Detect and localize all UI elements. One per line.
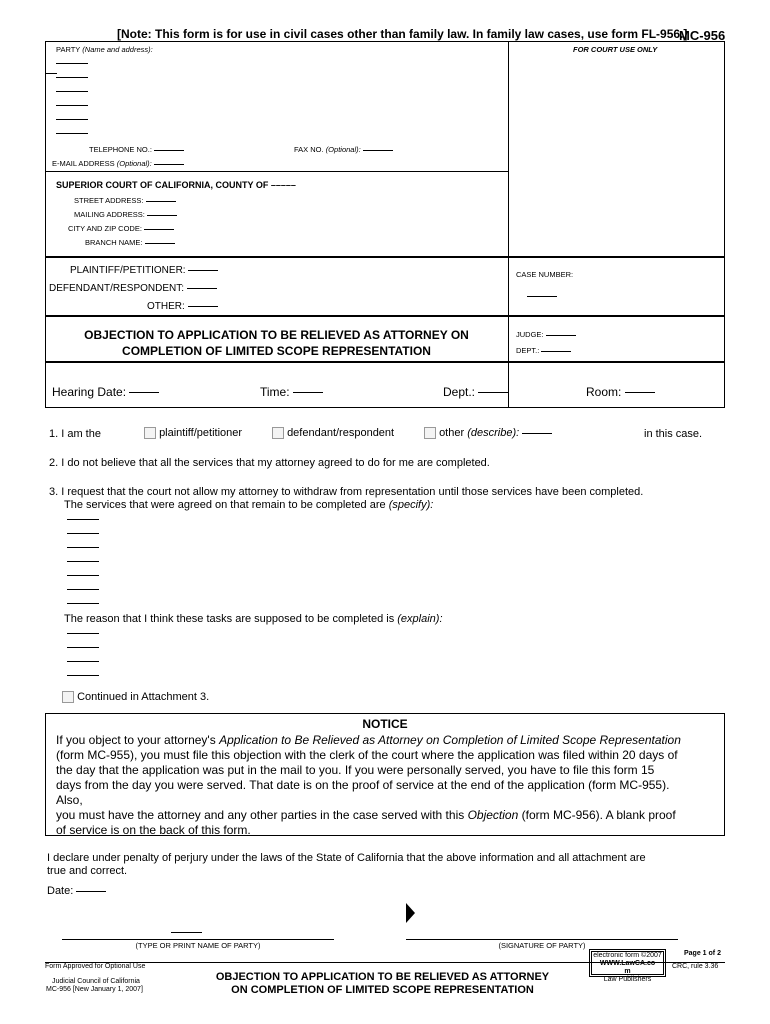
case-number-field[interactable] <box>527 288 557 306</box>
arrow-icon <box>406 903 415 923</box>
plaintiff-checkbox[interactable] <box>144 427 242 439</box>
party-label: PARTY (Name and address): <box>56 45 153 54</box>
footer-revision: MC-956 [New January 1, 2007] <box>46 986 143 993</box>
hearing-time-field[interactable]: Time: <box>260 385 323 399</box>
hearing-room-field[interactable]: Room: <box>586 385 655 399</box>
item2-text: 2. I do not believe that all the services that my attorney agreed to do for me are completed. <box>49 457 490 469</box>
notice-title: NOTICE <box>362 717 408 731</box>
plaintiff-field[interactable]: PLAINTIFF/PETITIONER: <box>70 265 218 276</box>
city-zip-field[interactable]: CITY AND ZIP CODE: <box>68 224 174 233</box>
footer-council: Judicial Council of California <box>52 978 140 985</box>
item3-line2: The services that were agreed on that remain to be completed are (specify): <box>64 499 434 511</box>
other-checkbox[interactable]: other (describe): <box>424 427 552 439</box>
footer-approved: Form Approved for Optional Use <box>45 963 146 970</box>
law-publishers: Law Publishers <box>603 976 652 983</box>
item3-line1: 3. I request that the court not allow my attorney to withdraw from representation until those services have been completed. <box>49 486 644 498</box>
notice-body: If you object to your attorney's Application to Be Relieved as Attorney on Completion of Limited Scope Representation (form MC-955), you must file this objection with the clerk of the court where the application was filed within 20 days of the day that the application was put in the mail to you. If you were personally served, you have to file this form 15 days from the day you were served. That date is on the proof of service at the end of the application (form MC-955). Also, you must have the attorney and any other parties in the case served with this Objection (form MC-956). A blank proof of service is on the back of this form. <box>56 733 681 837</box>
page-number: Page 1 of 2 <box>684 950 721 957</box>
telephone-field[interactable]: TELEPHONE NO.: <box>89 145 184 154</box>
form-number: MC-956 <box>679 28 726 43</box>
party-address-lines[interactable] <box>56 63 88 134</box>
branch-name-field[interactable]: BRANCH NAME: <box>85 238 175 247</box>
hearing-dept-field[interactable]: Dept.: <box>443 385 508 399</box>
footer-title: OBJECTION TO APPLICATION TO BE RELIEVED AS ATTORNEY ON COMPLETION OF LIMITED SCOPE REPRESENTATION <box>215 971 550 996</box>
header-note: [Note: This form is for use in civil cases other than family law. In family law cases, use form FL-956.] <box>117 27 688 41</box>
defendant-checkbox[interactable] <box>272 427 394 439</box>
item3-reason: The reason that I think these tasks are supposed to be completed is (explain): <box>64 613 443 625</box>
street-address-field[interactable]: STREET ADDRESS: <box>74 196 176 205</box>
defendant-checkbox-label: defendant/respondent <box>287 427 395 439</box>
dept-field[interactable]: DEPT.: <box>516 346 571 355</box>
reason-lines[interactable] <box>67 633 99 676</box>
signature-caption: (SIGNATURE OF PARTY) <box>498 941 586 950</box>
case-number-label: CASE NUMBER: <box>516 270 574 279</box>
other-field[interactable]: OTHER: <box>147 301 218 312</box>
declaration: I declare under penalty of perjury under the laws of the State of California that the above information and all attachment are true and correct. <box>47 852 646 877</box>
type-name-caption: (TYPE OR PRINT NAME OF PARTY) <box>135 941 261 950</box>
crc-rule: CRC, rule 3.36 <box>672 963 719 970</box>
continued-checkbox[interactable] <box>62 691 209 703</box>
electronic-form-stamp: electronic form ©2007 WWW.LawCA.co m <box>591 951 664 975</box>
judge-field[interactable]: JUDGE: <box>516 330 576 339</box>
plaintiff-checkbox-label: plaintiff/petitioner <box>159 427 243 439</box>
services-lines[interactable] <box>67 519 99 604</box>
name-line[interactable] <box>62 939 334 940</box>
email-field[interactable]: E-MAIL ADDRESS (Optional): <box>52 159 184 168</box>
defendant-field[interactable]: DEFENDANT/RESPONDENT: <box>49 283 217 294</box>
hearing-date-field[interactable]: Hearing Date: <box>52 385 159 399</box>
item1-tail: in this case. <box>644 428 703 440</box>
continued-checkbox-label: Continued in Attachment 3. <box>77 691 210 703</box>
date-field[interactable]: Date: <box>47 885 106 897</box>
court-title: SUPERIOR COURT OF CALIFORNIA, COUNTY OF ––––– <box>56 180 296 190</box>
court-use-label: FOR COURT USE ONLY <box>573 45 658 54</box>
signature-line[interactable] <box>406 939 678 940</box>
fax-field[interactable]: FAX NO. (Optional): <box>294 145 393 154</box>
item1-lead: 1. I am the <box>49 428 101 440</box>
form-title: OBJECTION TO APPLICATION TO BE RELIEVED AS ATTORNEY ON COMPLETION OF LIMITED SCOPE REPRESENTATION <box>84 328 469 358</box>
mailing-address-field[interactable]: MAILING ADDRESS: <box>74 210 177 219</box>
